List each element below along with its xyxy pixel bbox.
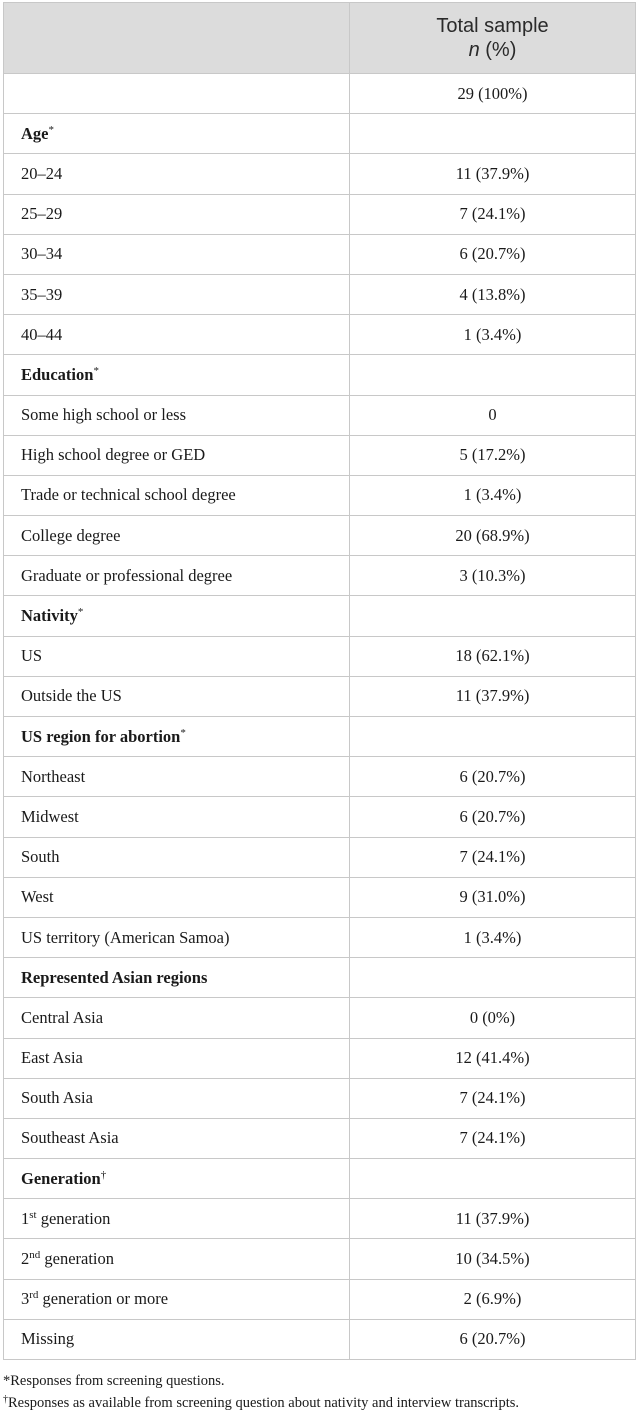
table-row xyxy=(4,1038,636,1078)
row-label-text: US xyxy=(21,646,43,666)
row-label-text: East Asia xyxy=(21,1048,83,1068)
row-label xyxy=(4,1239,350,1279)
row-label-text: College degree xyxy=(21,525,121,545)
row-label-text: 20–24 xyxy=(21,163,63,183)
row-label xyxy=(4,1078,350,1118)
row-label-text: 40–44 xyxy=(21,324,63,344)
row-label-text: Southeast Asia xyxy=(21,1128,119,1148)
header-label-cell xyxy=(4,3,350,74)
row-label-text: Northeast xyxy=(21,766,86,786)
row-label-ordinal: nd xyxy=(29,1249,41,1262)
section-title-text: Education xyxy=(21,364,94,384)
row-label xyxy=(4,837,350,877)
row-value: 1 (3.4%) xyxy=(350,475,636,515)
header-total-sample xyxy=(350,3,636,74)
table-row xyxy=(4,395,636,435)
row-value: 1 (3.4%) xyxy=(350,917,636,957)
row-value: 18 (62.1%) xyxy=(350,636,636,676)
row-value: 7 (24.1%) xyxy=(350,194,636,234)
section-empty-cell xyxy=(350,1159,636,1199)
section-header-row xyxy=(4,596,636,636)
table-footnotes xyxy=(3,1370,639,1414)
table-row xyxy=(4,315,636,355)
row-value: 1 (3.4%) xyxy=(350,315,636,355)
row-label-ordinal: st xyxy=(29,1208,37,1221)
table-row xyxy=(4,1118,636,1158)
section-empty-cell xyxy=(350,958,636,998)
row-label xyxy=(4,1038,350,1078)
row-label xyxy=(4,194,350,234)
section-title xyxy=(4,1159,350,1199)
row-label-text: West xyxy=(21,887,54,907)
section-header-row xyxy=(4,114,636,154)
header-total-sample-title: Total sample xyxy=(436,15,549,37)
section-title xyxy=(4,596,350,636)
table-row xyxy=(4,1199,636,1239)
section-header-row xyxy=(4,958,636,998)
row-value: 6 (20.7%) xyxy=(350,797,636,837)
table-row xyxy=(4,1078,636,1118)
row-label xyxy=(4,315,350,355)
row-label xyxy=(4,636,350,676)
row-label-suffix: generation xyxy=(40,1249,115,1269)
row-value: 10 (34.5%) xyxy=(350,1239,636,1279)
section-title-text: Nativity xyxy=(21,606,78,626)
row-value: 20 (68.9%) xyxy=(350,516,636,556)
section-title xyxy=(4,958,350,998)
row-label-suffix: generation or more xyxy=(38,1289,169,1309)
row-value: 3 (10.3%) xyxy=(350,556,636,596)
row-label xyxy=(4,475,350,515)
section-title xyxy=(4,355,350,395)
table-row xyxy=(4,1239,636,1279)
row-value: 11 (37.9%) xyxy=(350,154,636,194)
row-value: 2 (6.9%) xyxy=(350,1279,636,1319)
section-title xyxy=(4,717,350,757)
total-row-value: 29 (100%) xyxy=(350,74,636,114)
section-title-text: Age xyxy=(21,123,49,143)
row-label xyxy=(4,154,350,194)
row-label-text: Central Asia xyxy=(21,1007,104,1027)
row-value: 6 (20.7%) xyxy=(350,234,636,274)
footnote-mark: † xyxy=(3,1394,8,1405)
row-label-text: High school degree or GED xyxy=(21,445,206,465)
row-label-text: 1 xyxy=(21,1208,30,1228)
row-label xyxy=(4,234,350,274)
table-row xyxy=(4,998,636,1038)
row-label-text: 3 xyxy=(21,1289,30,1309)
section-title-mark: * xyxy=(93,364,99,377)
section-empty-cell xyxy=(350,717,636,757)
row-label xyxy=(4,1319,350,1359)
row-value: 12 (41.4%) xyxy=(350,1038,636,1078)
row-value: 6 (20.7%) xyxy=(350,1319,636,1359)
table-row xyxy=(4,837,636,877)
row-value: 9 (31.0%) xyxy=(350,877,636,917)
demographics-table xyxy=(3,2,636,1360)
section-title-text: Represented Asian regions xyxy=(21,967,208,987)
section-title-mark: * xyxy=(77,606,84,619)
row-label-text: 25–29 xyxy=(21,204,63,224)
row-label xyxy=(4,998,350,1038)
row-value: 0 (0%) xyxy=(350,998,636,1038)
row-value: 4 (13.8%) xyxy=(350,274,636,314)
total-row xyxy=(4,74,636,114)
section-title-text: US region for abortion xyxy=(21,726,181,746)
table-row xyxy=(4,636,636,676)
table-row xyxy=(4,676,636,716)
row-value: 5 (17.2%) xyxy=(350,435,636,475)
row-label-text: Trade or technical school degree xyxy=(21,485,236,505)
section-title-mark: † xyxy=(100,1168,107,1181)
section-empty-cell xyxy=(350,355,636,395)
table-header-row xyxy=(4,3,636,74)
row-label-text: 35–39 xyxy=(21,284,63,304)
table-row xyxy=(4,556,636,596)
row-value: 7 (24.1%) xyxy=(350,837,636,877)
table-row xyxy=(4,154,636,194)
footnote-text: Responses from screening questions. xyxy=(10,1373,225,1389)
row-value: 7 (24.1%) xyxy=(350,1118,636,1158)
section-header-row xyxy=(4,355,636,395)
header-n-percent xyxy=(350,38,635,62)
row-value: 7 (24.1%) xyxy=(350,1078,636,1118)
row-label xyxy=(4,877,350,917)
table-row xyxy=(4,757,636,797)
row-value: 6 (20.7%) xyxy=(350,757,636,797)
table-row xyxy=(4,1319,636,1359)
row-label xyxy=(4,917,350,957)
table-row xyxy=(4,194,636,234)
row-label xyxy=(4,556,350,596)
row-label xyxy=(4,1199,350,1239)
row-label-text: 2 xyxy=(21,1249,30,1269)
row-label xyxy=(4,1118,350,1158)
footnote-mark: * xyxy=(3,1373,11,1389)
table-row xyxy=(4,917,636,957)
footnote-text: Responses as available from screening question about nativity and interview transcripts. xyxy=(8,1395,519,1411)
row-label-text: Midwest xyxy=(21,806,79,826)
row-label-text: Some high school or less xyxy=(21,405,186,425)
row-label xyxy=(4,435,350,475)
header-n: n xyxy=(468,39,480,61)
table-row xyxy=(4,435,636,475)
row-value: 11 (37.9%) xyxy=(350,1199,636,1239)
table-row xyxy=(4,274,636,314)
row-label xyxy=(4,797,350,837)
section-title-mark: * xyxy=(180,726,186,739)
section-empty-cell xyxy=(350,596,636,636)
row-label-ordinal: rd xyxy=(29,1289,39,1302)
table-row xyxy=(4,516,636,556)
section-header-row xyxy=(4,717,636,757)
section-title xyxy=(4,114,350,154)
row-label xyxy=(4,676,350,716)
row-label-text: South xyxy=(21,847,60,867)
table-body xyxy=(4,74,636,1360)
table-row xyxy=(4,1279,636,1319)
table-row xyxy=(4,475,636,515)
row-label-suffix: generation xyxy=(36,1208,111,1228)
total-row-label xyxy=(4,74,350,114)
section-header-row xyxy=(4,1159,636,1199)
section-empty-cell xyxy=(350,114,636,154)
row-label-text: Missing xyxy=(21,1329,75,1349)
row-label xyxy=(4,274,350,314)
table-row xyxy=(4,797,636,837)
row-label xyxy=(4,1279,350,1319)
table-row xyxy=(4,877,636,917)
row-label xyxy=(4,516,350,556)
row-label xyxy=(4,395,350,435)
footnote-nativity xyxy=(3,1392,639,1414)
section-title-mark: * xyxy=(48,123,54,136)
row-label-text: Outside the US xyxy=(21,686,122,706)
row-value: 0 xyxy=(350,395,636,435)
row-label-text: 30–34 xyxy=(21,244,63,264)
row-label-text: Graduate or professional degree xyxy=(21,565,233,585)
table-row xyxy=(4,234,636,274)
row-value: 11 (37.9%) xyxy=(350,676,636,716)
row-label xyxy=(4,757,350,797)
section-title-text: Generation xyxy=(21,1168,101,1188)
footnote-screening xyxy=(3,1370,639,1392)
row-label-text: South Asia xyxy=(21,1088,93,1108)
row-label-text: US territory (American Samoa) xyxy=(21,927,230,947)
header-percent: (%) xyxy=(479,39,517,61)
